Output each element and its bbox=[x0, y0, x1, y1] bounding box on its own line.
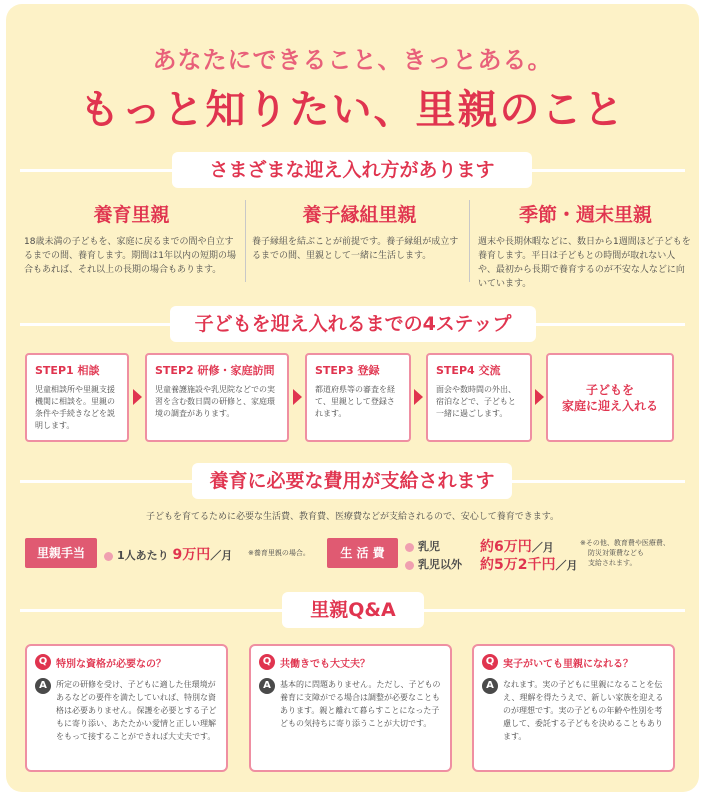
step-body: 面会や数時間の外出、宿泊などで、子どもと一緒に過ごします。 bbox=[436, 385, 516, 418]
answer-icon: A bbox=[35, 678, 51, 694]
qa-question bbox=[482, 654, 665, 670]
step-title: STEP2 研修・家庭訪問 bbox=[155, 364, 275, 377]
other-value-row bbox=[480, 554, 577, 574]
question-icon: Q bbox=[259, 654, 275, 670]
allowance-note: ※養育里親の場合。 bbox=[248, 549, 310, 557]
answer-text: なれます。実の子どもに里親になることを伝え、理解を得たうえで、新しい家族を迎えるのが理想です。実の子どもの年齢や性別を考慮して、委託する子どもを決めることもあります。 bbox=[503, 680, 664, 741]
tagline: あなたにできること、きっとある。 bbox=[152, 46, 553, 74]
allowance-tag: 里親手当 bbox=[25, 538, 97, 568]
step-body: 児童相談所や里親支援機関に相談を。里親の条件や手続きなどを説明します。 bbox=[35, 385, 115, 430]
qa-answer bbox=[259, 678, 442, 730]
step-3 bbox=[305, 353, 411, 442]
qa-question bbox=[259, 654, 442, 670]
qa-answer bbox=[35, 678, 218, 743]
question-text: 実子がいても里親になれる？ bbox=[503, 658, 633, 670]
other-value: 約5万2千円 bbox=[480, 557, 556, 573]
allowance-unit: ／月 bbox=[210, 549, 233, 562]
arrow-right-icon bbox=[535, 389, 544, 405]
final-line-2: 家庭に迎え入れる bbox=[561, 398, 658, 413]
method-foster bbox=[24, 200, 239, 277]
method-title: 養子縁組里親 bbox=[302, 204, 417, 226]
arrow-right-icon bbox=[133, 389, 142, 405]
answer-text: 基本的に問題ありません。ただし、子どもの養育に支障がでる場合は調整が必要なこともあります。親と離れて暮らすことになった子どもの気持ちに寄り添うことが大切です。 bbox=[280, 680, 441, 728]
living-note-line: ※その他、教育費や医療費、 bbox=[580, 539, 670, 547]
method-body: 週末や長期休暇などに、数日から1週間ほど子どもを養育します。平日は子どもとの時間が取れない人や、最初から長期で養育するのが不安な人などに向いています。 bbox=[478, 237, 691, 289]
step-title: STEP4 交流 bbox=[436, 364, 501, 377]
method-adoption bbox=[252, 200, 467, 263]
step-1 bbox=[25, 353, 129, 442]
section-qa-header bbox=[20, 592, 685, 628]
section-title: さまざまな迎え入れ方があります bbox=[172, 152, 532, 188]
infant-amount bbox=[405, 538, 440, 554]
other-label: 乳児以外 bbox=[418, 558, 462, 571]
cost-intro: 子どもを育てるために必要な生活費、教育費、医療費などが支給されるので、安心して養育できます。 bbox=[145, 512, 560, 522]
answer-text: 所定の研修を受け、子どもに適した住環境があるなどの要件を満たしていれば、特別な資格は必要ありません。保護を必要とする子どもに寄り添い、あたたかい愛情と正しい理解をもって接することができれば大丈夫です。 bbox=[56, 680, 217, 741]
other-unit: ／月 bbox=[555, 559, 578, 572]
step-2 bbox=[145, 353, 289, 442]
living-note bbox=[580, 538, 690, 568]
qa-card-biological-child bbox=[472, 644, 675, 772]
question-icon: Q bbox=[482, 654, 498, 670]
qa-question bbox=[35, 654, 218, 670]
arrow-right-icon bbox=[414, 389, 423, 405]
living-note-line: 支給されます。 bbox=[588, 559, 637, 567]
bullet-icon bbox=[104, 552, 113, 561]
section-title: 養育に必要な費用が支給されます bbox=[192, 463, 512, 499]
qa-answer bbox=[482, 678, 665, 743]
question-icon: Q bbox=[35, 654, 51, 670]
method-body: 養子縁組を結ぶことが前提です。養子縁組が成立するまでの間、里親として一緒に生活します。 bbox=[252, 237, 459, 261]
infant-value-row bbox=[480, 536, 554, 556]
section-methods-header bbox=[20, 152, 685, 188]
step-body: 都道府県等の審査を経て、里親として登録されます。 bbox=[315, 385, 395, 418]
divider bbox=[469, 200, 470, 282]
question-text: 特別な資格が必要なの？ bbox=[56, 658, 166, 670]
divider bbox=[245, 200, 246, 282]
arrow-right-icon bbox=[293, 389, 302, 405]
allowance-value: 9万円 bbox=[172, 547, 211, 563]
question-text: 共働きでも大丈夫？ bbox=[280, 658, 370, 670]
infant-value: 約6万円 bbox=[480, 539, 532, 555]
method-title: 養育里親 bbox=[93, 204, 170, 226]
step-title: STEP1 相談 bbox=[35, 364, 100, 377]
section-title: 子どもを迎え入れるまでの4ステップ bbox=[170, 306, 536, 342]
qa-card-qualification bbox=[25, 644, 228, 772]
allowance-amount bbox=[104, 544, 232, 564]
bullet-icon bbox=[405, 561, 414, 570]
method-title: 季節・週末里親 bbox=[518, 204, 652, 226]
step-body: 児童養護施設や乳児院などでの実習を含む数日間の研修と、家庭環境の調査があります。 bbox=[155, 385, 275, 418]
section-steps-header bbox=[20, 306, 685, 342]
living-tag: 生 活 費 bbox=[327, 538, 398, 568]
answer-icon: A bbox=[259, 678, 275, 694]
other-amount bbox=[405, 556, 462, 572]
method-body: 18歳未満の子どもを、家庭に戻るまでの間や自立するまでの間、養育します。期間は1年以内の短期の場合もあれば、それ以上の長期の場合もあります。 bbox=[24, 237, 237, 275]
section-title: 里親Q&A bbox=[282, 592, 424, 628]
living-note-line: 防災対策費なども bbox=[588, 549, 644, 557]
method-seasonal bbox=[478, 200, 693, 291]
step-title: STEP3 登録 bbox=[315, 364, 380, 377]
bullet-icon bbox=[405, 543, 414, 552]
infant-label: 乳児 bbox=[418, 540, 440, 553]
final-line-1: 子どもを bbox=[585, 382, 634, 397]
infant-unit: ／月 bbox=[531, 541, 554, 554]
qa-card-dual-income bbox=[249, 644, 452, 772]
step-4 bbox=[426, 353, 532, 442]
answer-icon: A bbox=[482, 678, 498, 694]
allowance-label: 1人あたり bbox=[117, 549, 169, 562]
section-costs-header bbox=[20, 463, 685, 499]
step-final bbox=[546, 353, 674, 442]
headline: もっと知りたい、里親のこと bbox=[79, 87, 626, 133]
